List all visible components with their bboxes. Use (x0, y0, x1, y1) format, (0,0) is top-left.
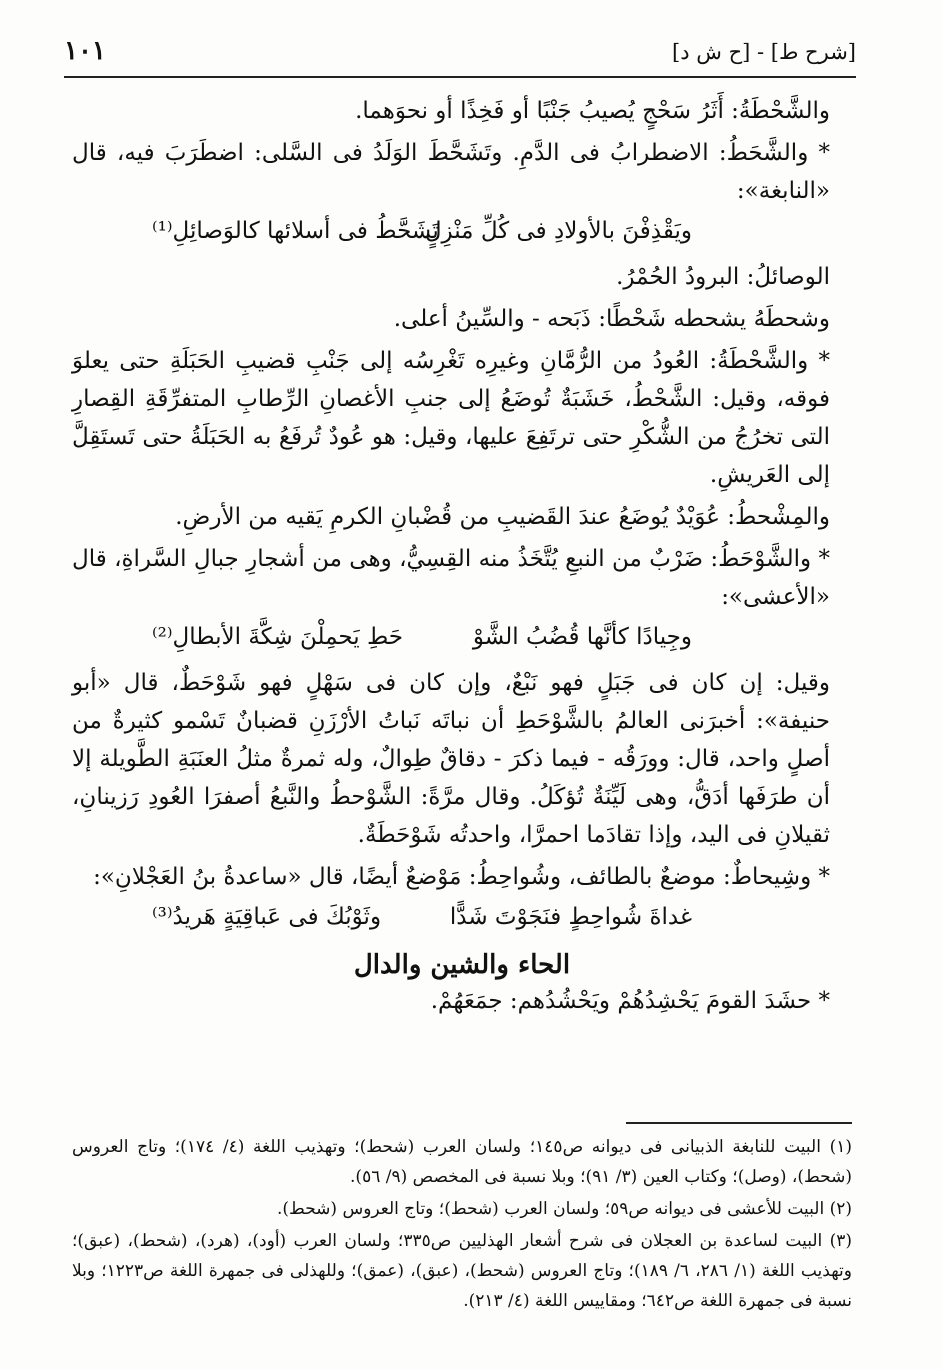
page-number: ١٠١ (64, 36, 106, 66)
verse-line (72, 214, 852, 256)
paragraph: والشَّحْطَةُ: أَثَرُ سَحْجٍ يُصيبُ جَنْبًا أو فَخِذًا أو نحوَهما. (355, 98, 830, 124)
paragraph: والمِشْحطُ: عُوَيْدٌ يُوضَعُ عندَ القَضيبِ من قُضْبانِ الكرمِ يَقيه من الأرضِ. (175, 504, 830, 530)
footnote-2: (٢) البيت للأعشى فى ديوانه ص٥٩؛ ولسان العرب (شحط)؛ وتاج العروس (شحط). (277, 1199, 852, 1219)
paragraph: وقيل: إن كان فى جَبَلٍ فهو نَبْعٌ، وإن كان فى سَهْلٍ فهو شَوْحَطٌ، قال «أبو حنيفة»: أخبرَنى العالمُ بالشَّوْحَطِ أن نباتَه نَباتُ الأرْزَنِ قضبانٌ تَسْمو كثيرةٌ من أصلٍ واحد، قال: وورَقُه - فيما ذكرَ - دقاقٌ طِوالٌ، وله ثمرةٌ مثلُ العنَبَةِ الطَّويلة إلا أن طرَفَها أدَقُّ، وهى لَيِّنَةٌ تُؤكَلُ. وقال مرَّةً: الشَّوْحطُ والنَّبعُ أصفرَا العُودِ رَزينانِ، ثقيلانِ فى اليد، وإذا تقادَما احمرَّا، واحدتُه شَوْحَطَةٌ. (72, 670, 830, 848)
footnotes (72, 1132, 852, 1318)
verse-line (72, 900, 852, 942)
verse-second-hemistich: تَشَحَّطُ فى أسلائها كالوَصائِلِ⁽¹⁾ (152, 218, 439, 244)
paragraph: وشحطَهُ يشحطه شَحْطًا: ذَبَحه - والسِّينُ أعلى. (393, 306, 830, 332)
verse-line (72, 620, 852, 662)
verse-first-hemistich: غداةَ شُواحِطٍ فنَجَوْتَ شَدًّا (449, 904, 692, 930)
section-heading: الحاء والشين والدال (353, 950, 571, 980)
paragraph: * حشَدَ القومَ يَحْشِدُهُمْ ويَحْشُدُهم: جمَعَهُمْ. (430, 988, 830, 1014)
footnote-3: (٣) البيت لساعدة بن العجلان فى شرح أشعار الهذليين ص٣٣٥؛ ولسان العرب (أود)، (هرد)، (شحط)، (عبق)؛ وتهذيب اللغة (١/ ٢٨٦، ٦/ ١٨٩)؛ وتاج العروس (شحط)، (عبق)، (عمق)؛ وللهذلى فى جمهرة اللغة ص١٢٢٣؛ وبلا نسبة فى جمهرة اللغة ص٦٤٢؛ ومقاييس اللغة (٤/ ٢١٣). (72, 1231, 852, 1311)
header-rule (64, 76, 856, 78)
verse-second-hemistich: حَطِ يَحمِلْنَ شِكَّةَ الأبطالِ⁽²⁾ (152, 624, 403, 650)
footnote-1: (١) البيت للنابغة الذبيانى فى ديوانه ص١٤٥؛ ولسان العرب (شحط)؛ وتهذيب اللغة (٤/ ١٧٤)؛ وتاج العروس (شحط)، (وصل)؛ وكتاب العين (٣/ ٩١)؛ وبلا نسبة فى المخصص (٩/ ٥٦). (72, 1137, 852, 1187)
verse-first-hemistich: وجِيادًا كأنَّها قُضُبُ الشَّوْ (472, 624, 692, 650)
paragraph: الوصائلُ: البرودُ الحُمْرُ. (616, 264, 830, 290)
verse-first-hemistich: ويَقْذِفْنَ بالأولادِ فى كُلِّ مَنْزِلٍ (424, 218, 692, 244)
footnote-rule (626, 1122, 852, 1124)
page-header (64, 32, 856, 76)
paragraph: * والشَّوْحَطُ: ضَرْبٌ من النبعِ يُتَّخَذُ منه القِسِيُّ، وهى من أشجارِ جبالِ السَّراةِ، قال «الأعشى»: (72, 546, 830, 610)
main-text (72, 92, 852, 1024)
paragraph: * والشَّحَطُ: الاضطرابُ فى الدَّمِ. وتَشَحَّطَ الوَلَدُ فى السَّلى: اضطَرَبَ فيه، قال «النابغة»: (72, 140, 830, 204)
verse-second-hemistich: وثَوْبُكَ فى عَباقِيَةٍ هَريدُ⁽³⁾ (152, 904, 382, 930)
paragraph: * والشَّحْطَةُ: العُودُ من الرُّمَّانِ وغيرِه تَغْرِسُه إلى جَنْبِ قضيبِ الحَبَلَةِ حتى يعلوَ فوقه، وقيل: الشَّحْطُ، خَشَبَةٌ تُوضَعُ إلى جنبِ الأغصانِ الرِّطابِ المتفرِّقَةِ القِصارِ التى تخرُجُ من الشُّكْرِ حتى ترتَفِعَ عليها، وقيل: هو عُودٌ تُرفَعُ به الحَبَلَةُ حتى تَستَقِلَّ إلى العَريشِ. (72, 348, 830, 488)
running-head: [شرح ط] - [ح ش د] (672, 40, 856, 64)
paragraph: * وشِيحاطٌ: موضعٌ بالطائف، وشُواحِطُ: مَوْضعٌ أيضًا، قال «ساعدةُ بنُ العَجْلانِ»: (93, 864, 830, 890)
